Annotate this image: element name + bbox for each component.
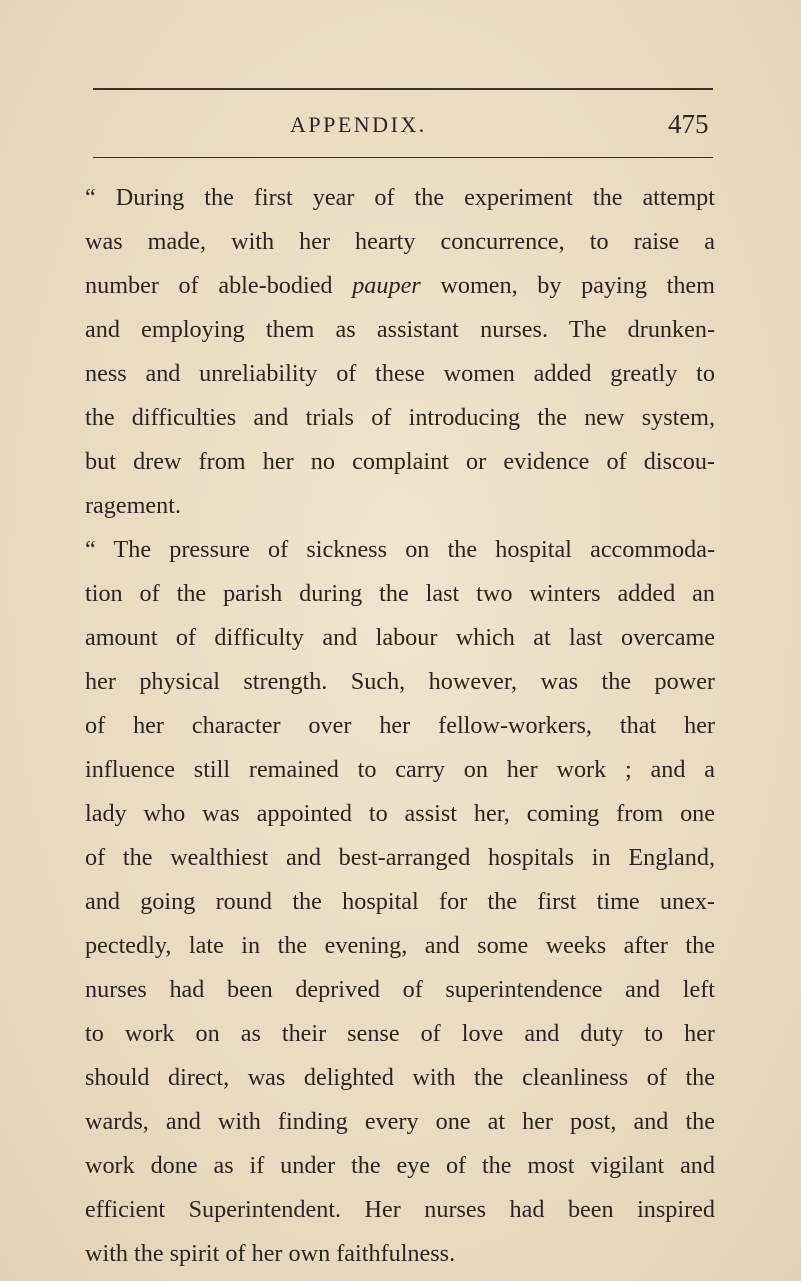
text-line: “ During the first year of the experiment the attempt <box>85 184 715 211</box>
text-line: was made, with her hearty concurrence, to raise a <box>85 228 715 255</box>
text-line: pectedly, late in the evening, and some weeks after the <box>85 932 715 959</box>
text-line: to work on as their sense of love and duty to her <box>85 1020 715 1047</box>
text-line: and going round the hospital for the first time unex- <box>85 888 715 915</box>
italic-word: pauper <box>352 272 421 299</box>
text-line: of the wealthiest and best-arranged hospitals in England, <box>85 844 715 871</box>
text-line-end: women, by paying them <box>420 272 715 299</box>
text-line: nurses had been deprived of superintendence and left <box>85 976 715 1003</box>
text-line: work done as if under the eye of the most vigilant and <box>85 1152 715 1179</box>
running-head <box>0 109 801 142</box>
text-line: should direct, was delighted with the cleanliness of the <box>85 1064 715 1091</box>
text-line: ness and unreliability of these women added greatly to <box>85 360 715 387</box>
body-text <box>85 176 715 1276</box>
text-line <box>85 264 715 308</box>
text-line: of her character over her fellow-workers, that her <box>85 712 715 739</box>
text-line-start: number of able-bodied <box>85 272 353 299</box>
top-rule <box>93 88 713 90</box>
page-number: 475 <box>668 109 709 139</box>
text-line: ragement. <box>85 492 182 519</box>
text-line: tion of the parish during the last two winters added an <box>85 580 715 607</box>
text-line: lady who was appointed to assist her, coming from one <box>85 800 715 827</box>
text-line: but drew from her no complaint or evidence of discou- <box>85 448 715 475</box>
text-line: efficient Superintendent. Her nurses had been inspired <box>85 1196 715 1223</box>
running-title: APPENDIX. <box>290 112 427 137</box>
header-rule <box>93 157 713 158</box>
text-line: the difficulties and trials of introducing the new system, <box>85 404 715 431</box>
text-line: and employing them as assistant nurses. The drunken- <box>85 316 715 343</box>
text-line: with the spirit of her own faithfulness. <box>85 1240 456 1267</box>
text-line: influence still remained to carry on her work ; and a <box>85 756 715 783</box>
text-line: “ The pressure of sickness on the hospital accommoda- <box>85 536 715 563</box>
text-line: her physical strength. Such, however, was the power <box>85 668 715 695</box>
text-line: wards, and with finding every one at her post, and the <box>85 1108 715 1135</box>
text-line: amount of difficulty and labour which at last overcame <box>85 624 715 651</box>
